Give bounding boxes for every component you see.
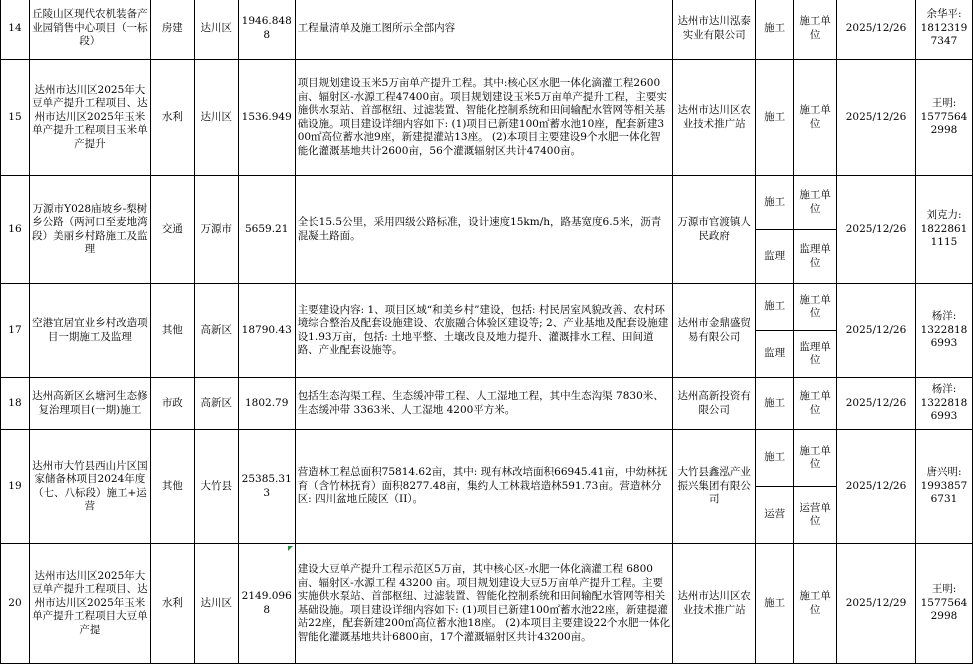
construction-content: 营造林工程总面积75814.62亩，其中: 现有林改培面积66945.41亩，中幼林抚育（含竹林抚育）面积8277.48亩，集约人工林栽培造林591.73亩。营造林分区: 四川盆地丘陵区（II）。 [295, 430, 673, 544]
project-category: 其他 [150, 430, 194, 544]
investment-amount: 18790.43 [238, 284, 295, 378]
contact-phone: 15775642998 [920, 596, 968, 623]
owner-unit: 万源市官渡镇人民政府 [673, 176, 756, 284]
table-row [1, 284, 973, 331]
project-name: 达州市达川区2025年大豆单产提升工程项目、达州市达川区2025年玉米单产提升工程项目大豆单产提 [29, 544, 150, 664]
project-district: 大竹县 [194, 430, 238, 544]
contact-cell [915, 430, 972, 544]
contact-phone: 19938576731 [920, 479, 968, 506]
contact-cell [915, 176, 972, 284]
contact-name: 唐兴明: [926, 466, 962, 479]
project-category: 市政 [150, 378, 194, 430]
project-category: 交通 [150, 176, 194, 284]
release-date: 2025/12/26 [837, 60, 916, 176]
procurement-type: 施工 [756, 176, 794, 230]
contact-name: 王明: [931, 583, 957, 596]
procurement-role: 施工单位 [794, 430, 837, 487]
procurement-role: 施工单位 [794, 0, 837, 60]
investment-amount: 1536.949 [238, 60, 295, 176]
project-category: 水利 [150, 544, 194, 664]
owner-unit: 大竹县鑫泓产业振兴集团有限公司 [673, 430, 756, 544]
procurement-role: 运营单位 [794, 487, 837, 544]
release-date: 2025/12/26 [837, 284, 916, 378]
procurement-type: 监理 [756, 230, 794, 284]
construction-content: 包括生态沟渠工程、生态缓冲带工程、人工湿地工程，其中生态沟渠 7830米、生态缓冲带 3363米、人工湿地 4200平方米。 [295, 378, 673, 430]
table-row [1, 176, 973, 230]
project-category: 其他 [150, 284, 194, 378]
owner-unit: 达州市达川区农业技术推广站 [673, 60, 756, 176]
project-district: 高新区 [194, 284, 238, 378]
procurement-type: 施工 [756, 430, 794, 487]
construction-content: 工程量清单及施工图所示全部内容 [295, 0, 673, 60]
procurement-type: 施工 [756, 378, 794, 430]
contact-name: 王明: [931, 97, 957, 110]
project-category: 房建 [150, 0, 194, 60]
contact-name: 刘克力: [926, 209, 962, 222]
cell-comment-marker [288, 546, 293, 551]
contact-phone: 13228186993 [920, 396, 968, 423]
owner-unit: 达州市达川区农业技术推广站 [673, 544, 756, 664]
row-number: 18 [1, 378, 30, 430]
project-district: 达川区 [194, 0, 238, 60]
release-date: 2025/12/26 [837, 378, 916, 430]
procurement-role: 监理单位 [794, 331, 837, 378]
investment-amount: 1946.8488 [238, 0, 295, 60]
investment-amount: 2149.0968 [238, 544, 295, 664]
row-number: 15 [1, 60, 30, 176]
procurement-type: 施工 [756, 284, 794, 331]
contact-cell [915, 284, 972, 378]
release-date: 2025/12/26 [837, 0, 916, 60]
contact-name: 余华平: [926, 8, 962, 21]
construction-content: 项目规划建设玉米5万亩单产提升工程。其中:核心区水肥一体化滴灌工程2600亩、辐射区-水源工程47400亩。项目规划建设玉米5万亩单产提升工程，主要实施供水泵站、首部枢纽、过滤装置、智能化控制系统和田间输配水管网等相关基础设施。项目建设详细内容如下: (1)项目已新建100㎡蓄水池10座，配套新建300㎡高位蓄水池9座，新建提灌站13座。 (2)本项目主要建设9个水肥一体化智能化灌溉基地共计2600亩，56个灌溉辐射区共计47400亩。 [295, 60, 673, 176]
release-date: 2025/12/26 [837, 430, 916, 544]
project-name: 丘陵山区现代农机装备产业园销售中心项目（一标段） [29, 0, 150, 60]
procurement-type: 施工 [756, 544, 794, 664]
table-row [1, 430, 973, 487]
table-row [1, 378, 973, 430]
contact-cell [915, 544, 972, 664]
procurement-role: 施工单位 [794, 60, 837, 176]
row-number: 14 [1, 0, 30, 60]
project-name: 达州市达川区2025年大豆单产提升工程项目、达州市达川区2025年玉米单产提升工程项目玉米单产提升 [29, 60, 150, 176]
release-date: 2025/12/29 [837, 544, 916, 664]
contact-phone: 18123197347 [920, 21, 968, 48]
construction-content: 主要建设内容: 1、项目区域“和美乡村”建设，包括: 村民居室风貌改善、农村环境综合整治及配套设施建设、农旅融合体验区建设等; 2、产业基地及配套设施建设1.93万亩，包括: 土地平整、土壤改良及地力提升、灌溉排水工程、田间道路、产业配套设施等。 [295, 284, 673, 378]
procurement-role: 施工单位 [794, 378, 837, 430]
owner-unit: 达州市金鼎盛贸易有限公司 [673, 284, 756, 378]
procurement-type: 监理 [756, 331, 794, 378]
row-number: 17 [1, 284, 30, 378]
procurement-type: 施工 [756, 0, 794, 60]
row-number: 20 [1, 544, 30, 664]
contact-name: 杨洋: [931, 310, 957, 323]
project-name: 达州市大竹县西山片区国家储备林项目2024年度（七、八标段）施工+运营 [29, 430, 150, 544]
project-district: 达川区 [194, 60, 238, 176]
owner-unit: 达州高新投资有限公司 [673, 378, 756, 430]
contact-phone: 18228611115 [920, 222, 968, 249]
investment-amount: 25385.313 [238, 430, 295, 544]
table-row [1, 544, 973, 664]
investment-amount: 5659.21 [238, 176, 295, 284]
procurement-role: 施工单位 [794, 176, 837, 230]
owner-unit: 达州市达川泓泰实业有限公司 [673, 0, 756, 60]
procurement-role: 监理单位 [794, 230, 837, 284]
contact-cell [915, 378, 972, 430]
procurement-type: 施工 [756, 60, 794, 176]
table-row [1, 60, 973, 176]
construction-content: 全长15.5公里，采用四级公路标准，设计速度15km/h，路基宽度6.5米，沥青混凝土路面。 [295, 176, 673, 284]
contact-cell [915, 60, 972, 176]
procurement-role: 施工单位 [794, 284, 837, 331]
project-name: 万源市Y028庙坡乡-梨树乡公路（两河口至麦地湾段）美丽乡村路施工及监理 [29, 176, 150, 284]
contact-cell [915, 0, 972, 60]
row-number: 19 [1, 430, 30, 544]
project-name: 达州高新区幺塘河生态修复治理项目(一期)施工 [29, 378, 150, 430]
construction-content: 建设大豆单产提升工程示范区5万亩，其中核心区-水肥一体化滴灌工程 6800亩、辐射区-水源工程 43200 亩。项目规划建设大豆5万亩单产提升工程。主要实施供水泵站、首部枢纽、过滤装置、智能化控制系统和田间输配水管网等相关基础设施。项目建设详细内容如下: (1)项目已新建100㎡蓄水池22座，新建提灌站22座，配套新建200㎡高位蓄水池18座。 (2)本项目主要建设22个水肥一体化智能化灌溉基地共计6800亩，17个灌溉辐射区共计43200亩。 [295, 544, 673, 664]
procurement-role: 施工单位 [794, 544, 837, 664]
project-district: 达川区 [194, 544, 238, 664]
release-date: 2025/12/26 [837, 176, 916, 284]
project-category: 水利 [150, 60, 194, 176]
project-district: 万源市 [194, 176, 238, 284]
contact-phone: 13228186993 [920, 323, 968, 350]
procurement-type: 运营 [756, 487, 794, 544]
table-row [1, 0, 973, 60]
contact-phone: 15775642998 [920, 110, 968, 137]
row-number: 16 [1, 176, 30, 284]
contact-name: 杨洋: [931, 383, 957, 396]
project-district: 高新区 [194, 378, 238, 430]
investment-amount: 1802.79 [238, 378, 295, 430]
project-name: 空港宜居宜业乡村改造项目一期施工及监理 [29, 284, 150, 378]
